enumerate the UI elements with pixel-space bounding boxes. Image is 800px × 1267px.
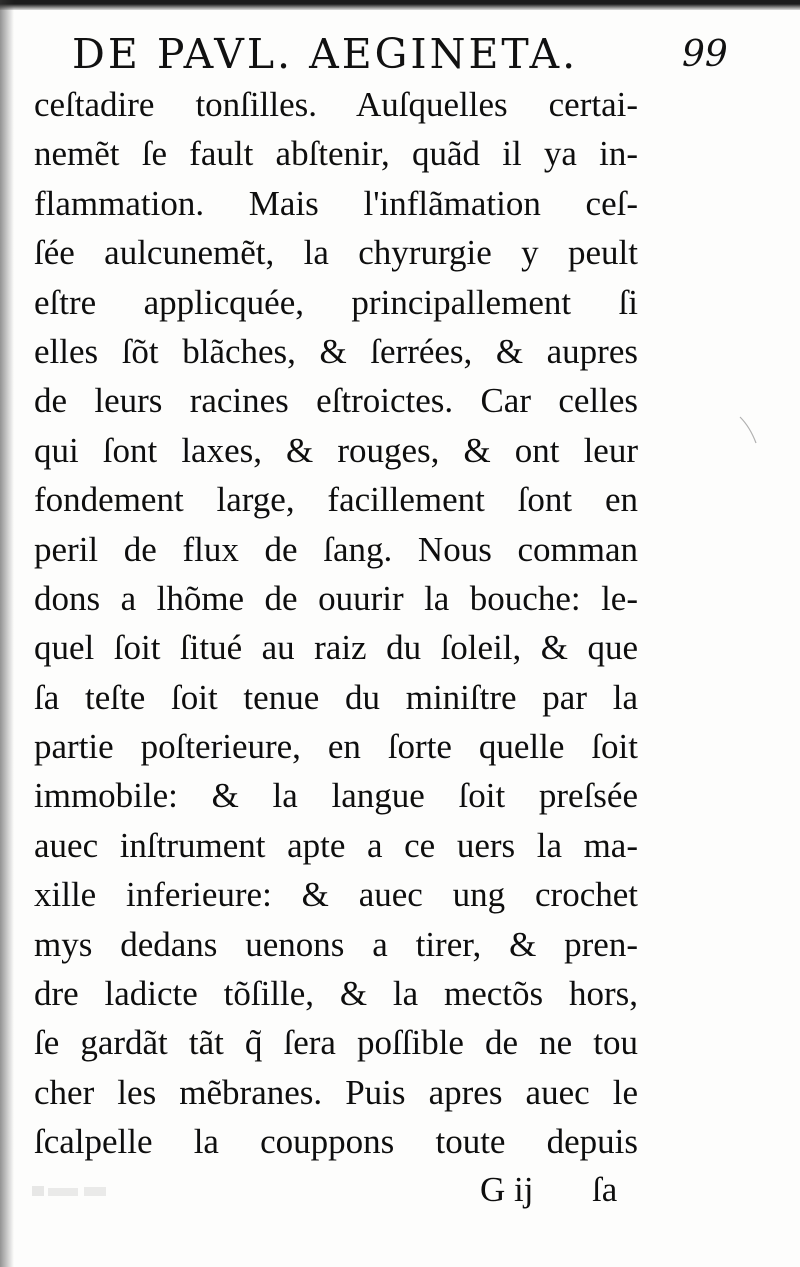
text-line: dre ladicte tõſille, & la mectõs hors, [34,974,638,1014]
running-head: DE PAVL. AEGINETA. [72,30,579,78]
text-line: peril de flux de ſang. Nous comman [34,529,638,569]
text-line: auec inſtrument apte a ce uers la ma- [34,825,638,865]
text-line: eſtre applicquée, principallement ſi [34,282,638,322]
text-line: nemẽt ſe fault abſtenir, quãd il ya in- [34,134,638,174]
show-through-smudge [30,1182,130,1200]
page-footer [480,1170,640,1210]
text-line: dons a lhõme de ouurir la bouche: le- [34,578,638,618]
text-line: ſcalpelle la couppons toute depuis [34,1122,638,1162]
text-line: cher les mẽbranes. Puis apres auec le [34,1072,638,1112]
text-line: ſée aulcunemẽt, la chyrurgie y peult [34,233,638,273]
text-line: xille inferieure: & auec ung crochet [34,875,638,915]
text-line: ceſtadire tonſilles. Auſquelles certai- [34,85,638,124]
text-line: fondement large, facillement ſont en [34,480,638,520]
page-number: 99 [682,34,728,75]
scan-top-edge [0,0,800,10]
text-line: quel ſoit ſitué au raiz du ſoleil, & que [34,628,638,668]
text-line: qui ſont laxes, & rouges, & ont leur [34,430,638,470]
text-line: ſe gardãt tãt q̃ ſera poſſible de ne tou [34,1023,638,1063]
text-line: immobile: & la langue ſoit preſsée [34,776,638,816]
signature-mark: G ij [480,1170,534,1209]
catchword: ſa [592,1170,618,1209]
text-line: ſa teſte ſoit tenue du miniſtre par la [34,677,638,717]
text-line: flammation. Mais l'inflãmation ceſ- [34,183,638,223]
margin-pen-mark [738,415,758,445]
text-line: de leurs racines eſtroictes. Car celles [34,381,638,421]
text-line: elles ſõt blãches, & ſerrées, & aupres [34,331,638,371]
body-text [34,80,638,1167]
scan-gutter-shadow [0,0,14,1267]
text-line: partie poſterieure, en ſorte quelle ſoit [34,727,638,767]
text-line: mys dedans uenons a tirer, & pren- [34,924,638,964]
